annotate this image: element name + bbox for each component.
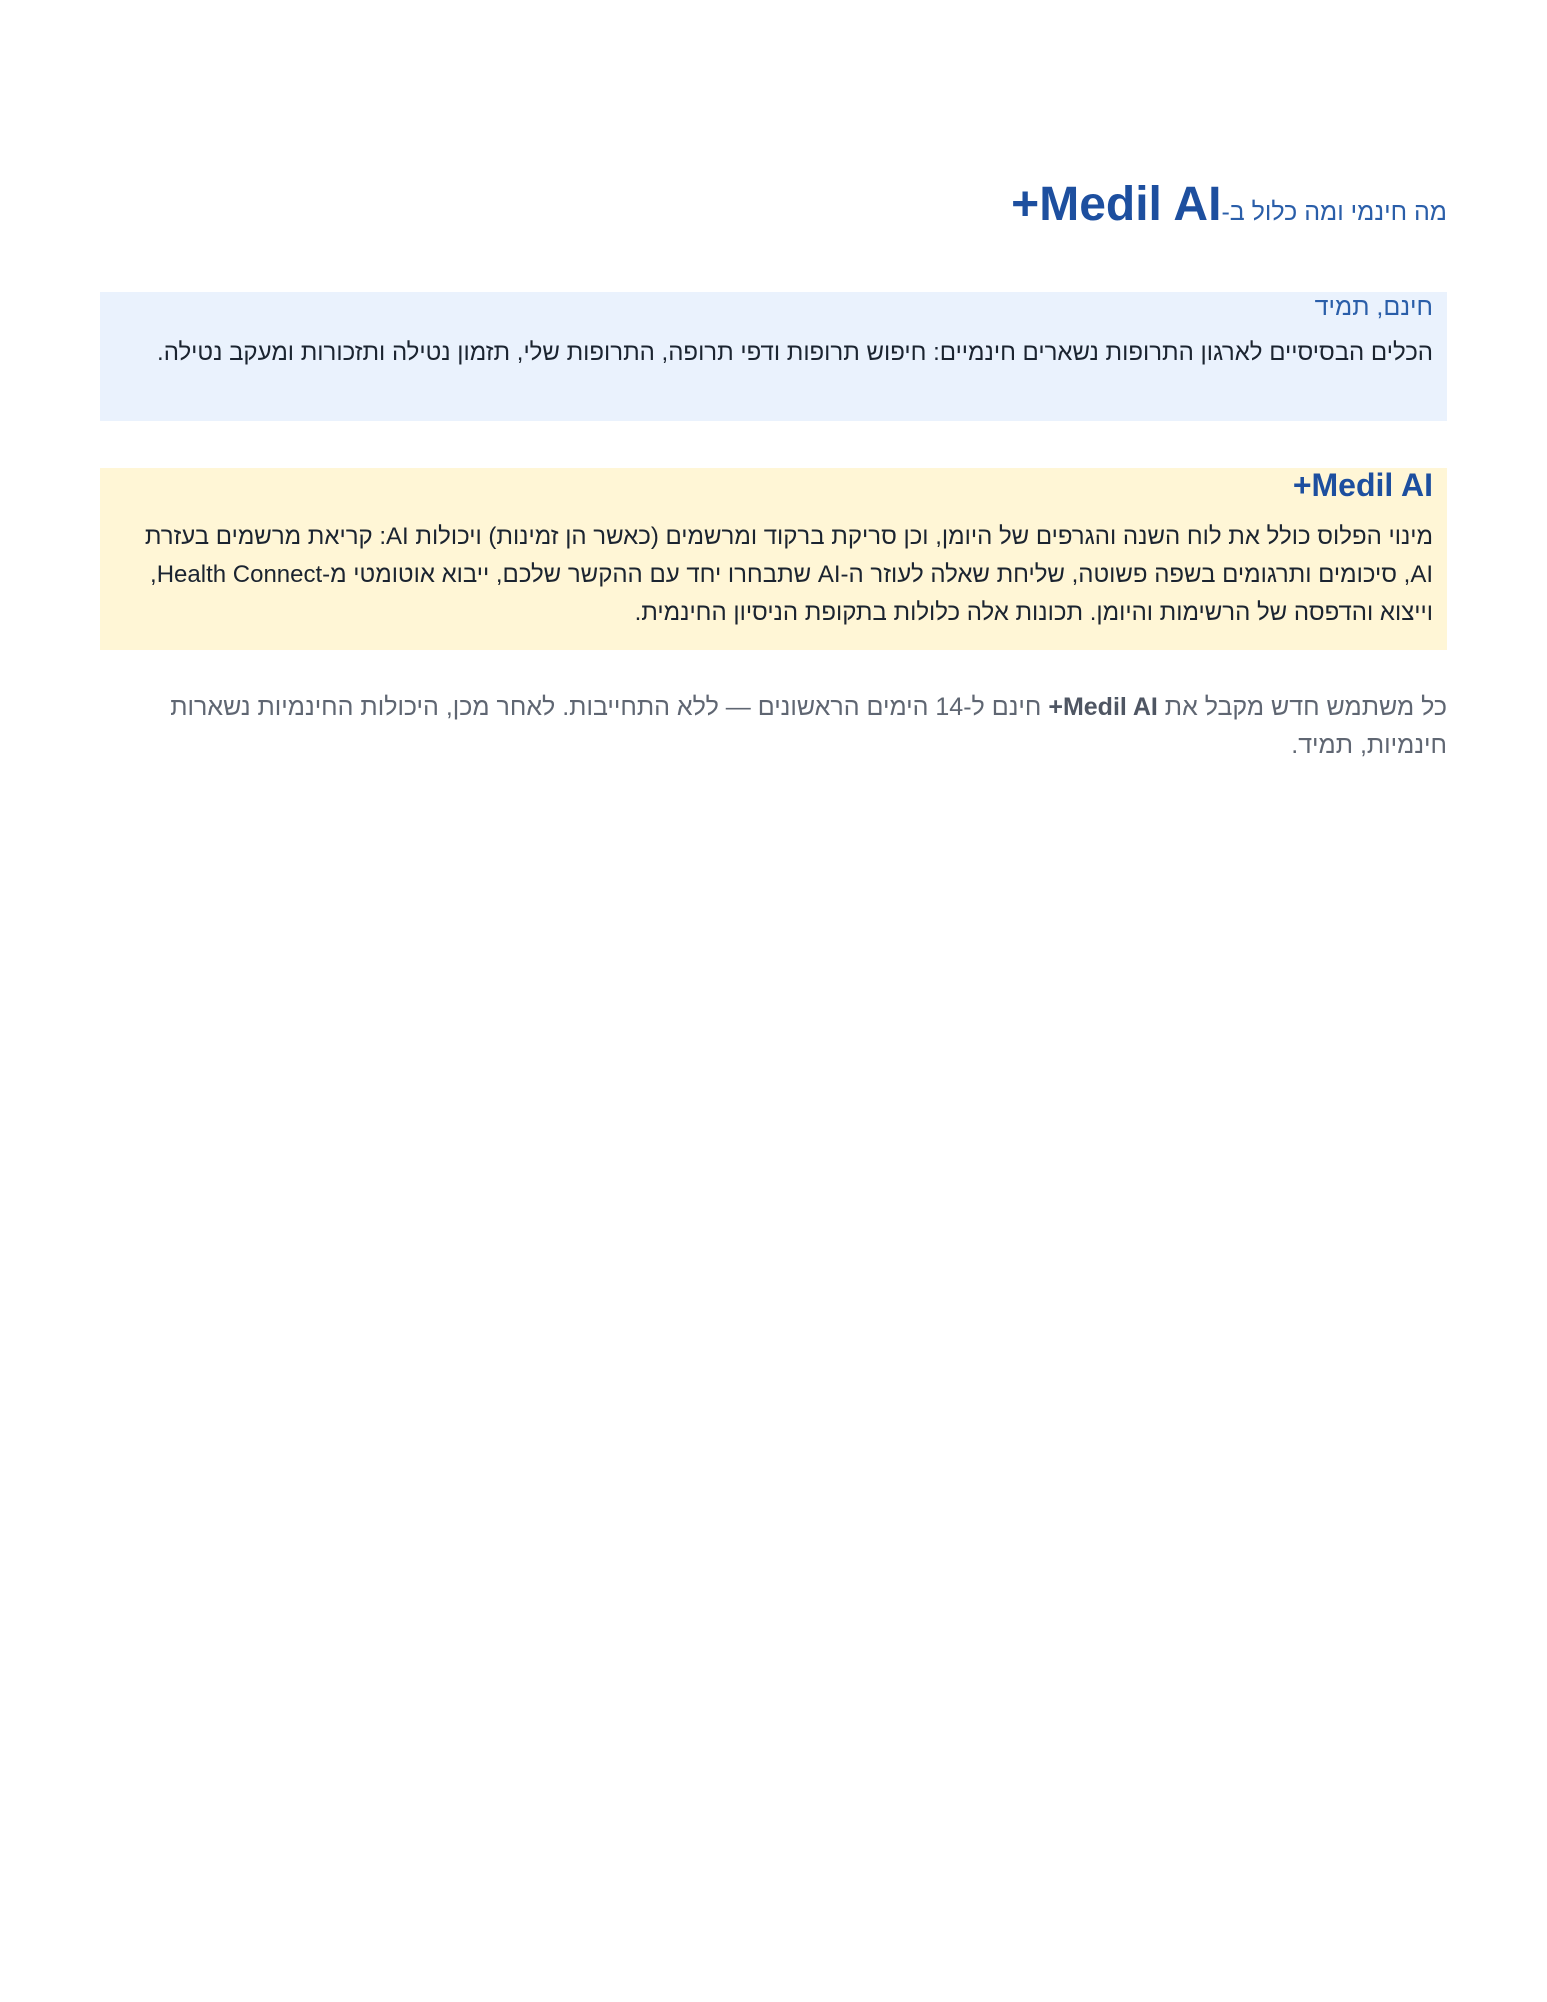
- plus-features-heading: Medil AI+: [1292, 467, 1433, 503]
- free-features-box: [100, 292, 1447, 421]
- page-title-brand: Medil AI+: [1011, 178, 1222, 231]
- trial-note-brand: Medil AI+: [1048, 693, 1158, 721]
- main-content: [100, 0, 1447, 789]
- plus-features-text: מינוי הפלוס כולל את לוח השנה והגרפים של היומן, וכן סריקת ברקוד ומרשמים (כאשר הן זמינות) ויכולות AI: קריאת מרשמים בעזרת AI, סיכומים ותרגומים בשפה פשוטה, שליחת שאלה לעוזר ה-AI שתבחרו יחד עם ההקשר שלכם, ייבוא אוטומטי מ-Health Connect, וייצוא והדפסה של הרשימות והיומן. תכונות אלה כלולות בתקופת הניסיון החינמית.: [144, 523, 1433, 626]
- trial-note: [100, 688, 1447, 764]
- trial-note-after: חינם ל-14 הימים הראשונים — ללא התחייבות. לאחר מכן, היכולות החינמיות נשארות חינמיות, תמיד.: [170, 693, 1447, 759]
- page-title-prefix: מה חינמי ומה כלול ב-: [1221, 198, 1447, 226]
- free-features-heading: חינם, תמיד: [1314, 293, 1433, 321]
- page-title: [100, 174, 1447, 236]
- free-features-text: הכלים הבסיסיים לארגון התרופות נשארים חינמיים: חיפוש תרופות ודפי תרופה, התרופות שלי, תזמון נטילה ותזכורות ומעקב נטילה.: [157, 339, 1433, 366]
- trial-note-before: כל משתמש חדש מקבל את: [1157, 693, 1447, 721]
- plus-features-box: [100, 468, 1447, 650]
